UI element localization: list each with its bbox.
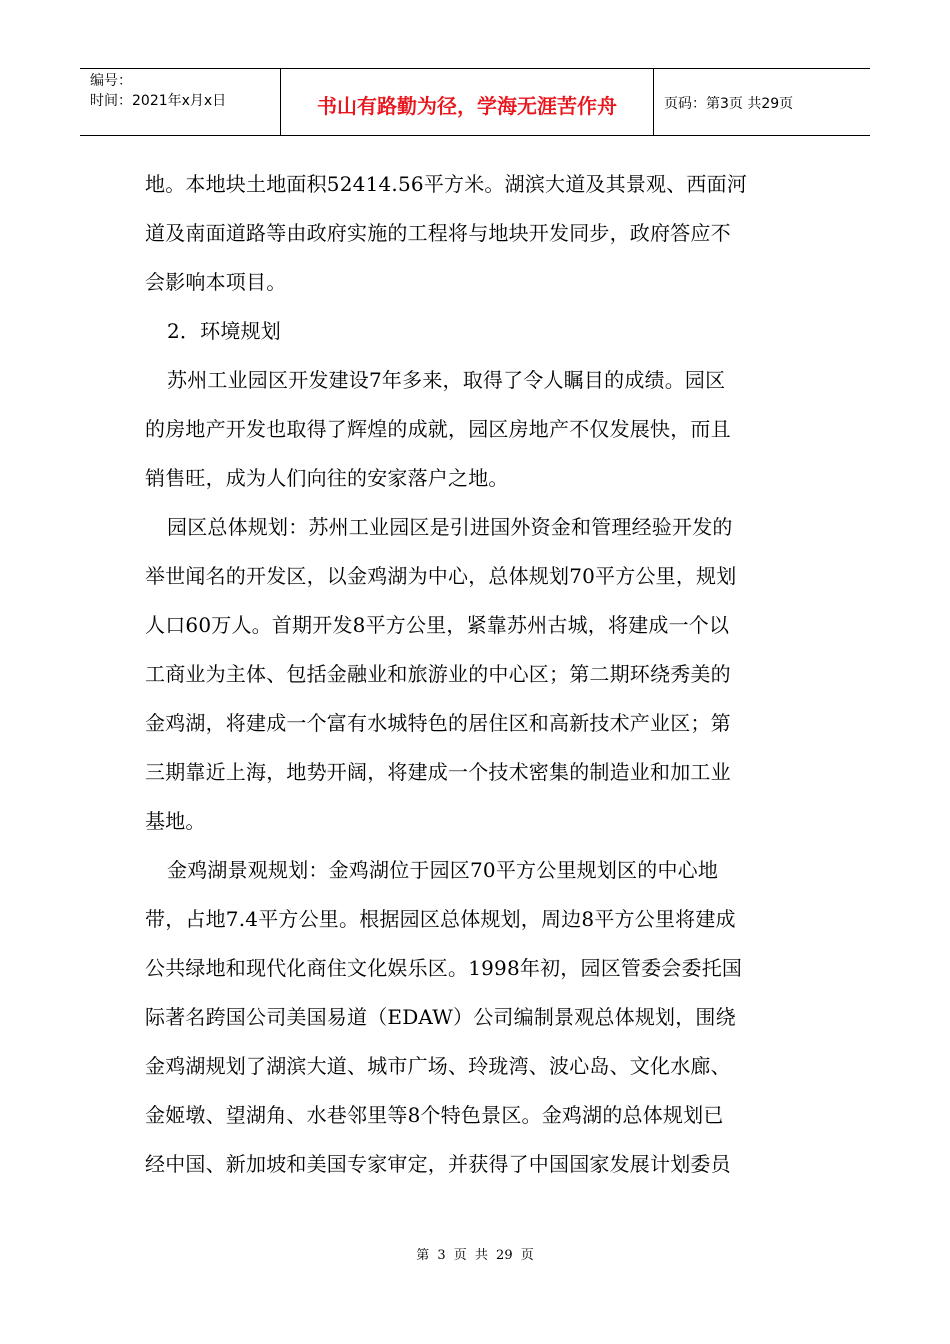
body-line: 举世闻名的开发区，以金鸡湖为中心，总体规划70平方公里，规划 (145, 564, 737, 588)
header-meta (80, 69, 281, 135)
body-line: 道及南面道路等由政府实施的工程将与地块开发同步，政府答应不 (145, 221, 731, 245)
body-line: 工商业为主体、包括金融业和旅游业的中心区；第二期环绕秀美的 (145, 662, 731, 686)
body-line: 金鸡湖，将建成一个富有水城特色的居住区和高新技术产业区；第 (145, 711, 731, 735)
body-line: 带，占地7.4平方公里。根据园区总体规划，周边8平方公里将建成 (145, 907, 736, 931)
body-line: 销售旺，成为人们向往的安家落户之地。 (145, 466, 509, 490)
body-line: 地。本地块土地面积52414.56平方米。湖滨大道及其景观、西面河 (145, 172, 748, 196)
body-line: 金姬墩、望湖角、水巷邻里等8个特色景区。金鸡湖的总体规划已 (145, 1103, 724, 1127)
page-footer: 第 3 页 共 29 页 (416, 1248, 534, 1263)
document-body (145, 160, 805, 1189)
section-heading: 2．环境规划 (167, 319, 281, 343)
body-line: 园区总体规划：苏州工业园区是引进国外资金和管理经验开发的 (167, 515, 733, 539)
document-number-label: 编号： (90, 73, 132, 89)
body-line: 会影响本项目。 (145, 270, 287, 294)
page-header (80, 68, 870, 136)
body-line: 际著名跨国公司美国易道（EDAW）公司编制景观总体规划，围绕 (145, 1005, 736, 1029)
body-line: 三期靠近上海，地势开阔，将建成一个技术密集的制造业和加工业 (145, 760, 731, 784)
document-time-label: 时间：2021年x月x日 (90, 93, 227, 109)
body-line: 基地。 (145, 809, 206, 833)
body-line: 的房地产开发也取得了辉煌的成就，园区房地产不仅发展快，而且 (145, 417, 731, 441)
body-line: 金鸡湖景观规划：金鸡湖位于园区70平方公里规划区的中心地 (167, 858, 719, 882)
header-motto: 书山有路勤为径，学海无涯苦作舟 (281, 69, 654, 135)
body-line: 人口60万人。首期开发8平方公里，紧靠苏州古城，将建成一个以 (145, 613, 730, 637)
body-line: 苏州工业园区开发建设7年多来，取得了令人瞩目的成绩。园区 (167, 368, 726, 392)
body-line: 金鸡湖规划了湖滨大道、城市广场、玲珑湾、波心岛、文化水廊、 (145, 1054, 731, 1078)
header-page-info: 页码：第3页 共29页 (664, 96, 794, 112)
body-line: 公共绿地和现代化商住文化娱乐区。1998年初，园区管委会委托国 (145, 956, 743, 980)
body-line: 经中国、新加坡和美国专家审定，并获得了中国国家发展计划委员 (145, 1152, 731, 1176)
